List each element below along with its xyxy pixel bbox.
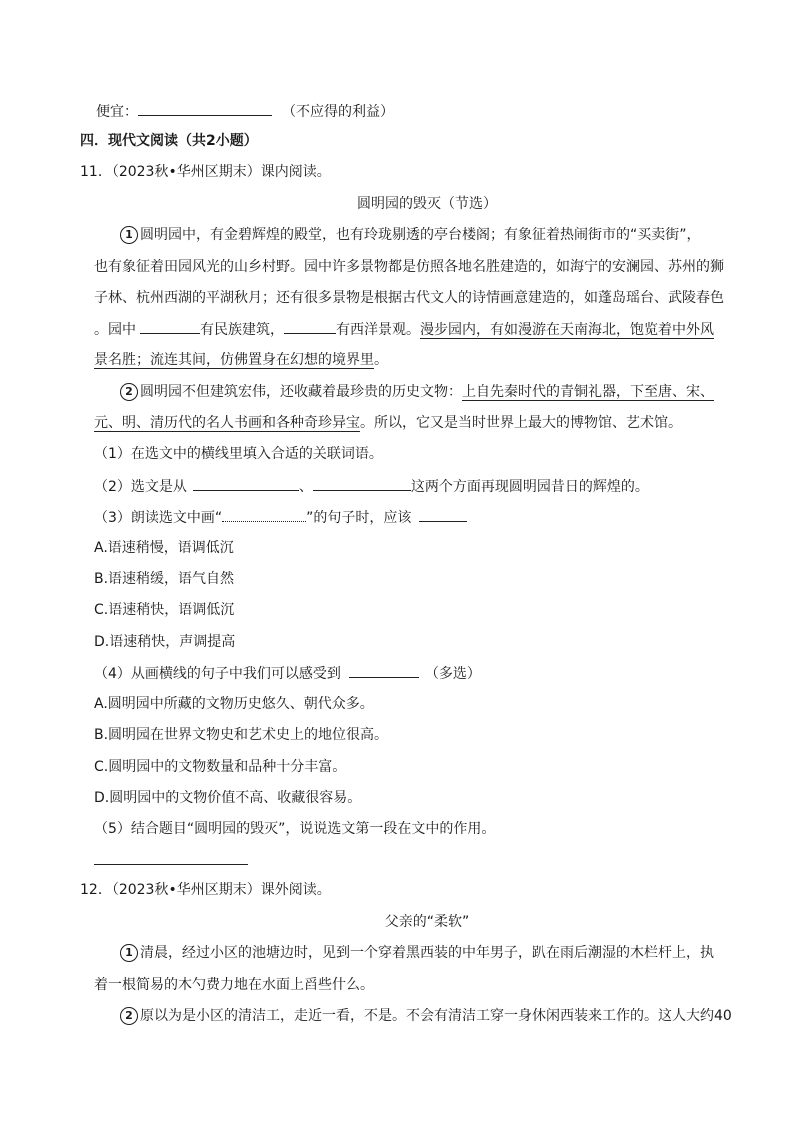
underlined-sentence-1: 漫步园内，有如漫游在天南海北，饱览着中外风 [420, 322, 714, 338]
q11-header: 11．（2023秋•华州区期末）课内阅读。 [80, 164, 331, 180]
answer-blank[interactable] [138, 101, 272, 116]
paragraph-number: 1 [120, 226, 138, 244]
q11-p1-line5: 景名胜；流连其间，仿佛置身在幻想的境界里。 [94, 352, 388, 368]
q11-sub2: （2）选文是从 、 这两个方面再现圆明园昔日的辉煌的。 [94, 476, 649, 497]
underlined-sentence-2: 上自先秦时代的青铜礼器，下至唐、宋、 [462, 384, 714, 400]
fill-blank-1[interactable] [140, 319, 200, 334]
q11-s3-opt-b[interactable]: B.语速稍缓，语气自然 [94, 571, 235, 587]
underlined-sentence-1b: 景名胜；流连其间，仿佛置身在幻想的境界里 [94, 352, 374, 368]
q12-header: 12．（2023秋•华州区期末）课外阅读。 [80, 882, 331, 898]
q12-passage-title: 父亲的“柔软” [384, 914, 470, 930]
underlined-sentence-2b: 元、明、清历代的名人书画和各种奇珍异宝 [94, 415, 360, 431]
q11-p1-line1: 1 圆明园中，有金碧辉煌的殿堂，也有玲珑剔透的亭台楼阁；有象征着热闹街市的“买卖街”， [120, 225, 701, 245]
answer-blank[interactable] [349, 663, 419, 678]
q11-sub5: （5）结合题目“圆明园的毁灭”，说说选文第一段在文中的作用。 [94, 821, 496, 837]
q12-p1-line2: 着一根简易的木勺费力地在水面上舀些什么。 [94, 977, 374, 993]
paragraph-number: 2 [120, 383, 138, 401]
q11-s4-opt-d[interactable]: D.圆明园中的文物价值不高、收藏很容易。 [94, 790, 362, 806]
q11-s3-opt-d[interactable]: D.语速稍快，声调提高 [94, 634, 236, 650]
q11-p2-line1: 2 圆明园不但建筑宏伟，还收藏着最珍贵的历史文物：上自先秦时代的青铜礼器，下至唐、宋、 [120, 382, 714, 402]
q11-sub1: （1）在选文中的横线里填入合适的关联词语。 [94, 446, 383, 462]
answer-blank[interactable] [419, 507, 467, 522]
q11-sub3: （3）朗读选文中画“ ”的句子时，应该 [94, 507, 467, 528]
answer-blank[interactable] [193, 476, 299, 491]
wavy-mark [222, 509, 306, 522]
q11-p1-line2: 也有象征着田园风光的山乡村野。园中许多景物都是仿照各地名胜建造的，如海宁的安澜园、苏州的狮 [94, 259, 724, 275]
answer-line[interactable] [94, 864, 248, 865]
q11-passage-title: 圆明园的毁灭（节选） [357, 196, 497, 212]
section-title: 四．现代文阅读（共2小题） [80, 133, 258, 149]
q11-p1-line4: 。园中 有民族建筑， 有西洋景观。漫步园内，有如漫游在天南海北，饱览着中外风 [94, 319, 714, 340]
q11-s3-opt-a[interactable]: A.语速稍慢，语调低沉 [94, 540, 234, 556]
fill-blank-2[interactable] [284, 319, 336, 334]
q12-p1-line1: 1 清晨，经过小区的池塘边时，见到一个穿着黑西装的中年男子，趴在雨后潮湿的木栏杆上，执 [120, 943, 714, 963]
q11-p1-line3: 子林、杭州西湖的平湖秋月；还有很多景物是根据古代文人的诗情画意建造的，如蓬岛瑶台、武陵春色 [94, 290, 724, 306]
q11-sub4: （4）从画横线的句子中我们可以感受到 （多选） [94, 663, 481, 684]
q11-p2-line2: 元、明、清历代的名人书画和各种奇珍异宝。所以，它又是当时世界上最大的博物馆、艺术馆。 [94, 415, 682, 431]
top-item-hint: （不应得的利益） [282, 104, 394, 120]
q12-p2-line1: 2 原以为是小区的清洁工，走近一看，不是。不会有清洁工穿一身休闲西装来工作的。这人大约40 [120, 1006, 732, 1026]
top-item-line [96, 101, 394, 122]
paragraph-number: 1 [120, 944, 138, 962]
q11-s4-opt-a[interactable]: A.圆明园中所藏的文物历史悠久、朝代众多。 [94, 696, 374, 712]
top-item-label: 便宜： [96, 104, 138, 120]
q11-s3-opt-c[interactable]: C.语速稍快，语调低沉 [94, 602, 235, 618]
paragraph-number: 2 [120, 1007, 138, 1025]
q11-s4-opt-b[interactable]: B.圆明园在世界文物史和艺术史上的地位很高。 [94, 727, 389, 743]
answer-blank[interactable] [313, 476, 411, 491]
q11-s4-opt-c[interactable]: C.圆明园中的文物数量和品种十分丰富。 [94, 759, 347, 775]
